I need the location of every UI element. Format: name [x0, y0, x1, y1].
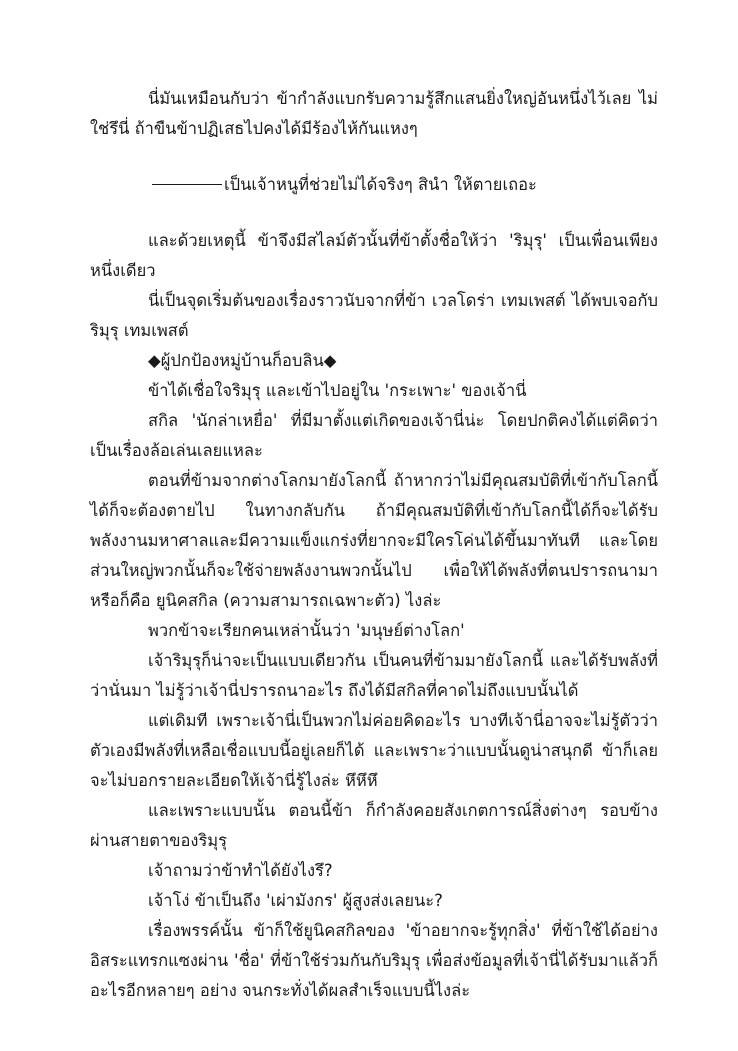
quote-line [90, 170, 658, 200]
paragraph: พวกข้าจะเรียกคนเหล่านั้นว่า 'มนุษย์ต่างโลก' [148, 621, 465, 640]
paragraph: และด้วยเหตุนี้ ข้าจึงมีสไลม์ตัวนั้นที่ข้าตั้งชื่อให้ว่า 'ริมุรุ' เป็นเพื่อนเพียงหนึ่งเดียว [90, 231, 658, 280]
paragraph: เจ้าโง่ ข้าเป็นถึง 'เผ่ามังกร' ผู้สูงส่งเลยนะ? [148, 891, 443, 910]
paragraph: แต่เดิมที เพราะเจ้านี่เป็นพวกไม่ค่อยคิดอะไร บางทีเจ้านี่อาจจะไม่รู้ตัวว่าตัวเองมีพลังที่เหลือเชื่อแบบนี้อยู่เลยก็ได้ และเพราะว่าแบบนั้นดูน่าสนุกดี ข้าก็เลยจะไม่บอกรายละเอียดให้เจ้านี่รู้ไงล่ะ หึหึหึ [90, 711, 658, 790]
paragraph: เจ้าริมุรุก็น่าจะเป็นแบบเดียวกัน เป็นคนที่ข้ามมายังโลกนี้ และได้รับพลังที่ว่านั่นมา ไม่รู้ว่าเจ้านี่ปรารถนาอะไร ถึงได้มีสกิลที่คาดไม่ถึงแบบนั้นได้ [90, 651, 658, 700]
quote-text: เป็นเจ้าหนูที่ช่วยไม่ได้จริงๆ สินํา ให้ตายเถอะ [224, 175, 537, 194]
paragraph: นี่มันเหมือนกับว่า ข้ากำลังแบกรับความรู้สึกแสนยิ่งใหญ่อันหนึ่งไว้เลย ไม่ใช่รึนี่ ถ้าขืนข้าปฏิเสธไปคงได้มีร้องไห้กันแหงๆ [90, 89, 658, 138]
paragraph: และเพราะแบบนั้น ตอนนี้ข้า ก็กำลังคอยสังเกตการณ์สิ่งต่างๆ รอบข้างผ่านสายตาของริมุรุ [90, 801, 658, 850]
paragraph: สกิล 'นักล่าเหยื่อ' ที่มีมาตั้งแต่เกิดของเจ้านี่น่ะ โดยปกติคงได้แต่คิดว่าเป็นเรื่องล้อเล่นเลยแหละ [90, 411, 658, 460]
paragraph: ตอนที่ข้ามจากต่างโลกมายังโลกนี้ ถ้าหากว่าไม่มีคุณสมบัติที่เข้ากับโลกนี้ได้ก็จะต้องตายไป ในทางกลับกัน ถ้ามีคุณสมบัติที่เข้ากับโลกนี้ได้ก็จะได้รับพลังงานมหาศาลและมีความแข็งแกร่งที่ยากจะมีใครโค่นได้ขึ้นมาทันที และโดยส่วนใหญ่พวกนั้นก็จะใช้จ่ายพลังงานพวกนั้นไป เพื่อให้ได้พลังที่ตนปรารถนามา หรือก็คือ ยูนิคสกิล (ความสามารถเฉพาะตัว) ไงล่ะ [90, 471, 658, 610]
paragraph: ข้าได้เชื่อใจริมุรุ และเข้าไปอยู่ใน 'กระเพาะ' ของเจ้านี่ [148, 381, 527, 400]
em-dash-rule [152, 184, 222, 185]
document-body [90, 84, 658, 1006]
paragraph: เจ้าถามว่าข้าทำได้ยังไงรึ? [148, 861, 333, 880]
paragraph: นี่เป็นจุดเริ่มต้นของเรื่องราวนับจากที่ข้า เวลโดร่า เทมเพสต์ ได้พบเจอกับ ริมุรุ เทมเพสต์ [90, 291, 658, 340]
section-heading: ◆ผู้ปกป้องหมู่บ้านก็อบลิน◆ [148, 351, 337, 370]
paragraph: เรื่องพรรค์นั้น ข้าก็ใช้ยูนิคสกิลของ 'ข้าอยากจะรู้ทุกสิ่ง' ที่ข้าใช้ได้อย่างอิสระแทรกแซงผ่าน 'ชื่อ' ที่ข้าใช้ร่วมกันกับริมุรุ เพื่อส่งข้อมูลที่เจ้านี่ได้รับมาแล้วก็อะไรอีกหลายๆ อย่าง จนกระทั่งได้ผลสำเร็จแบบนี้ไงล่ะ [90, 921, 658, 1000]
